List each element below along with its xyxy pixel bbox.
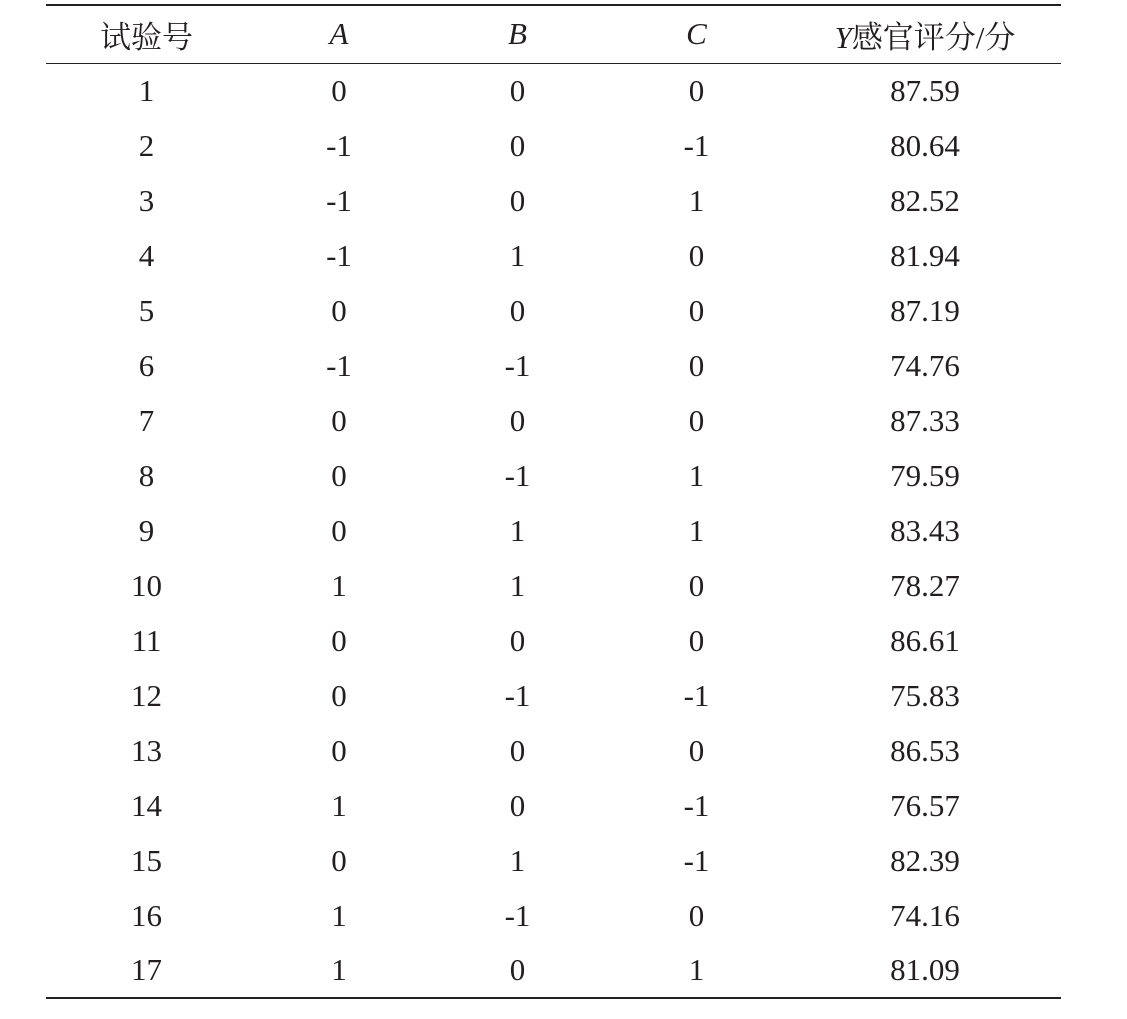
cell-trial-no: 3 <box>138 182 155 218</box>
cell-trial-no: 1 <box>138 72 155 108</box>
table-row <box>46 63 1061 118</box>
table-row <box>46 943 1061 998</box>
cell-sensory-score: 87.59 <box>890 72 960 108</box>
cell-trial-no: 2 <box>138 127 155 163</box>
cell-trial-no: 6 <box>138 347 155 383</box>
cell-factor-c: 0 <box>688 567 705 603</box>
cell-sensory-score: 86.61 <box>890 622 960 658</box>
cell-factor-a: 0 <box>331 512 347 548</box>
cell-sensory-score: 81.94 <box>890 237 960 273</box>
cell-sensory-score: 80.64 <box>890 127 960 163</box>
cell-factor-b: 0 <box>509 402 526 438</box>
table-row <box>46 613 1061 668</box>
cell-factor-a: 1 <box>331 787 347 823</box>
cell-trial-no: 5 <box>138 292 155 328</box>
cell-factor-a: 0 <box>331 457 347 493</box>
cell-sensory-score: 86.53 <box>890 732 960 768</box>
table-row <box>46 283 1061 338</box>
table-row <box>46 778 1061 833</box>
cell-trial-no: 15 <box>131 842 162 878</box>
cell-factor-c: 0 <box>688 347 705 383</box>
table-body <box>46 63 1061 998</box>
cell-factor-b: 0 <box>509 622 526 658</box>
cell-factor-c: 0 <box>688 622 705 658</box>
cell-trial-no: 4 <box>138 237 155 273</box>
header-factor-b: B <box>431 5 604 63</box>
table-row <box>46 173 1061 228</box>
cell-sensory-score: 74.16 <box>890 897 960 933</box>
table-row <box>46 393 1061 448</box>
table-row <box>46 448 1061 503</box>
cell-factor-b: 0 <box>509 182 526 218</box>
cell-factor-a: -1 <box>326 347 352 383</box>
cell-factor-b: -1 <box>504 347 531 383</box>
table-row <box>46 888 1061 943</box>
cell-trial-no: 16 <box>131 897 162 933</box>
cell-sensory-score: 83.43 <box>890 512 960 548</box>
cell-factor-b: 0 <box>431 943 604 998</box>
header-factor-a: A <box>247 5 431 63</box>
cell-sensory-score: 76.57 <box>890 787 960 823</box>
cell-factor-b: -1 <box>504 457 531 493</box>
cell-factor-b: 1 <box>509 567 526 603</box>
cell-factor-c: -1 <box>683 677 710 713</box>
table-row <box>46 503 1061 558</box>
header-y-label: 感官评分/分 <box>851 19 1016 55</box>
cell-trial-no: 8 <box>138 457 155 493</box>
cell-factor-b: 0 <box>509 787 526 823</box>
cell-factor-a: 0 <box>331 842 347 878</box>
cell-factor-b: -1 <box>504 677 531 713</box>
cell-trial-no: 10 <box>131 567 162 603</box>
cell-factor-a: 0 <box>331 72 347 108</box>
cell-factor-c: -1 <box>683 842 710 878</box>
cell-factor-c: 1 <box>688 182 705 218</box>
table-row <box>46 723 1061 778</box>
cell-sensory-score: 78.27 <box>890 567 960 603</box>
cell-factor-c: 0 <box>688 237 705 273</box>
cell-factor-b: 0 <box>509 732 526 768</box>
table-row <box>46 228 1061 283</box>
cell-trial-no: 14 <box>131 787 162 823</box>
cell-trial-no: 13 <box>131 732 162 768</box>
header-sensory-score <box>789 5 1061 63</box>
cell-factor-b: 1 <box>509 237 526 273</box>
cell-factor-a: -1 <box>326 237 352 273</box>
cell-sensory-score: 75.83 <box>890 677 960 713</box>
header-y-variable: Y <box>834 19 852 55</box>
cell-sensory-score: 79.59 <box>890 457 960 493</box>
cell-factor-c: 0 <box>688 897 705 933</box>
cell-trial-no: 11 <box>131 622 162 658</box>
cell-factor-b: 0 <box>509 127 526 163</box>
cell-factor-c: 1 <box>604 943 789 998</box>
cell-sensory-score: 87.33 <box>890 402 960 438</box>
cell-sensory-score: 82.52 <box>890 182 960 218</box>
cell-factor-b: 1 <box>509 512 526 548</box>
table-row <box>46 118 1061 173</box>
cell-factor-b: -1 <box>504 897 531 933</box>
cell-sensory-score: 81.09 <box>789 943 1061 998</box>
cell-factor-c: 0 <box>688 402 705 438</box>
header-row <box>46 5 1061 63</box>
cell-factor-c: 0 <box>688 292 705 328</box>
cell-factor-a: 1 <box>331 567 347 603</box>
cell-factor-a: 0 <box>331 402 347 438</box>
table-header <box>46 5 1061 63</box>
cell-factor-a: 1 <box>247 943 431 998</box>
cell-factor-a: -1 <box>326 182 352 218</box>
header-factor-c: C <box>604 5 789 63</box>
cell-trial-no: 7 <box>138 402 155 438</box>
cell-factor-c: -1 <box>683 787 710 823</box>
cell-factor-c: 0 <box>688 72 705 108</box>
table-row <box>46 833 1061 888</box>
cell-factor-a: -1 <box>326 127 352 163</box>
header-trial-no: 试验号 <box>46 5 247 63</box>
cell-sensory-score: 82.39 <box>890 842 960 878</box>
cell-factor-c: -1 <box>683 127 710 163</box>
data-table-container <box>46 4 1061 999</box>
experiment-table <box>46 4 1061 999</box>
cell-trial-no: 9 <box>138 512 155 548</box>
cell-sensory-score: 87.19 <box>890 292 960 328</box>
table-row <box>46 558 1061 613</box>
table-row <box>46 338 1061 393</box>
cell-factor-c: 1 <box>688 457 705 493</box>
cell-factor-b: 0 <box>509 292 526 328</box>
cell-factor-a: 0 <box>331 292 347 328</box>
cell-factor-c: 1 <box>688 512 705 548</box>
table-row <box>46 668 1061 723</box>
cell-factor-b: 1 <box>509 842 526 878</box>
cell-factor-c: 0 <box>688 732 705 768</box>
cell-factor-a: 1 <box>331 897 347 933</box>
cell-sensory-score: 74.76 <box>890 347 960 383</box>
cell-trial-no: 12 <box>131 677 162 713</box>
cell-factor-a: 0 <box>331 677 347 713</box>
cell-factor-a: 0 <box>331 622 347 658</box>
cell-trial-no: 17 <box>46 943 247 998</box>
cell-factor-a: 0 <box>331 732 347 768</box>
cell-factor-b: 0 <box>509 72 526 108</box>
